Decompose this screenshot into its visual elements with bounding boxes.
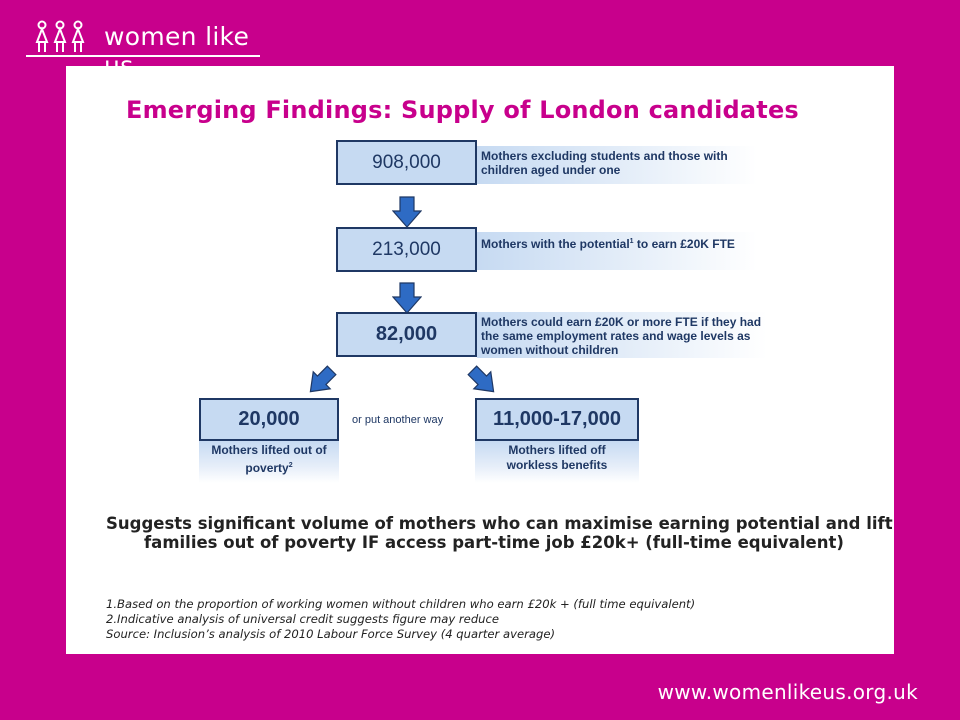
website-link[interactable]: www.womenlikeus.org.uk bbox=[657, 680, 918, 704]
logo-underline bbox=[26, 55, 260, 57]
logo[interactable] bbox=[22, 18, 262, 60]
value-box-213000 bbox=[336, 227, 477, 272]
footnotes bbox=[106, 597, 886, 642]
label-step3: Mothers could earn £20K or more FTE if they had the same employment rates and wage levels as women without children bbox=[477, 312, 767, 358]
footnote-1: 1.Based on the proportion of working women without children who earn £20k + (full time equivalent) bbox=[106, 597, 696, 611]
arrow-down-right-icon bbox=[466, 364, 500, 398]
value-82000: 82,000 bbox=[375, 323, 438, 345]
value-box-11000-17000 bbox=[475, 398, 639, 441]
value-213000: 213,000 bbox=[372, 239, 441, 260]
label-right-result: Mothers lifted off workless benefits bbox=[475, 441, 639, 483]
value-box-82000 bbox=[336, 312, 477, 357]
label-step2-text-end: to earn £20K FTE bbox=[633, 237, 735, 251]
summary-text: Suggests significant volume of mothers who can maximise earning potential and lift families out of poverty IF access part-time job £20k+ (full-time equivalent) bbox=[106, 514, 893, 552]
label-step2-text: Mothers with the potential bbox=[481, 237, 630, 251]
value-11000-17000: 11,000-17,000 bbox=[493, 408, 621, 430]
value-908000: 908,000 bbox=[372, 152, 441, 173]
label-left-text: Mothers lifted out of poverty bbox=[211, 443, 327, 475]
connector-text: or put another way bbox=[352, 414, 444, 426]
slide-title: Emerging Findings: Supply of London candidates bbox=[126, 96, 799, 124]
arrow-down-left-icon bbox=[304, 364, 338, 398]
label-step2 bbox=[477, 232, 757, 270]
source-note: Source: Inclusion’s analysis of 2010 Labour Force Survey (4 quarter average) bbox=[106, 627, 555, 641]
women-figures-icon bbox=[30, 20, 92, 54]
footnote-2: 2.Indicative analysis of universal credit suggests figure may reduce bbox=[106, 612, 500, 626]
value-box-908000 bbox=[336, 140, 477, 185]
slide-panel bbox=[66, 66, 894, 654]
arrow-down-icon bbox=[392, 282, 422, 314]
label-left-result bbox=[199, 441, 339, 483]
arrow-down-icon bbox=[392, 196, 422, 228]
footnote-marker-2: 2 bbox=[288, 462, 293, 469]
footnote-marker-1: 1 bbox=[629, 238, 634, 245]
value-box-20000 bbox=[199, 398, 339, 441]
logo-text: women like bbox=[104, 22, 250, 51]
value-20000: 20,000 bbox=[238, 408, 300, 430]
label-step1: Mothers excluding students and those with children aged under one bbox=[477, 146, 757, 184]
